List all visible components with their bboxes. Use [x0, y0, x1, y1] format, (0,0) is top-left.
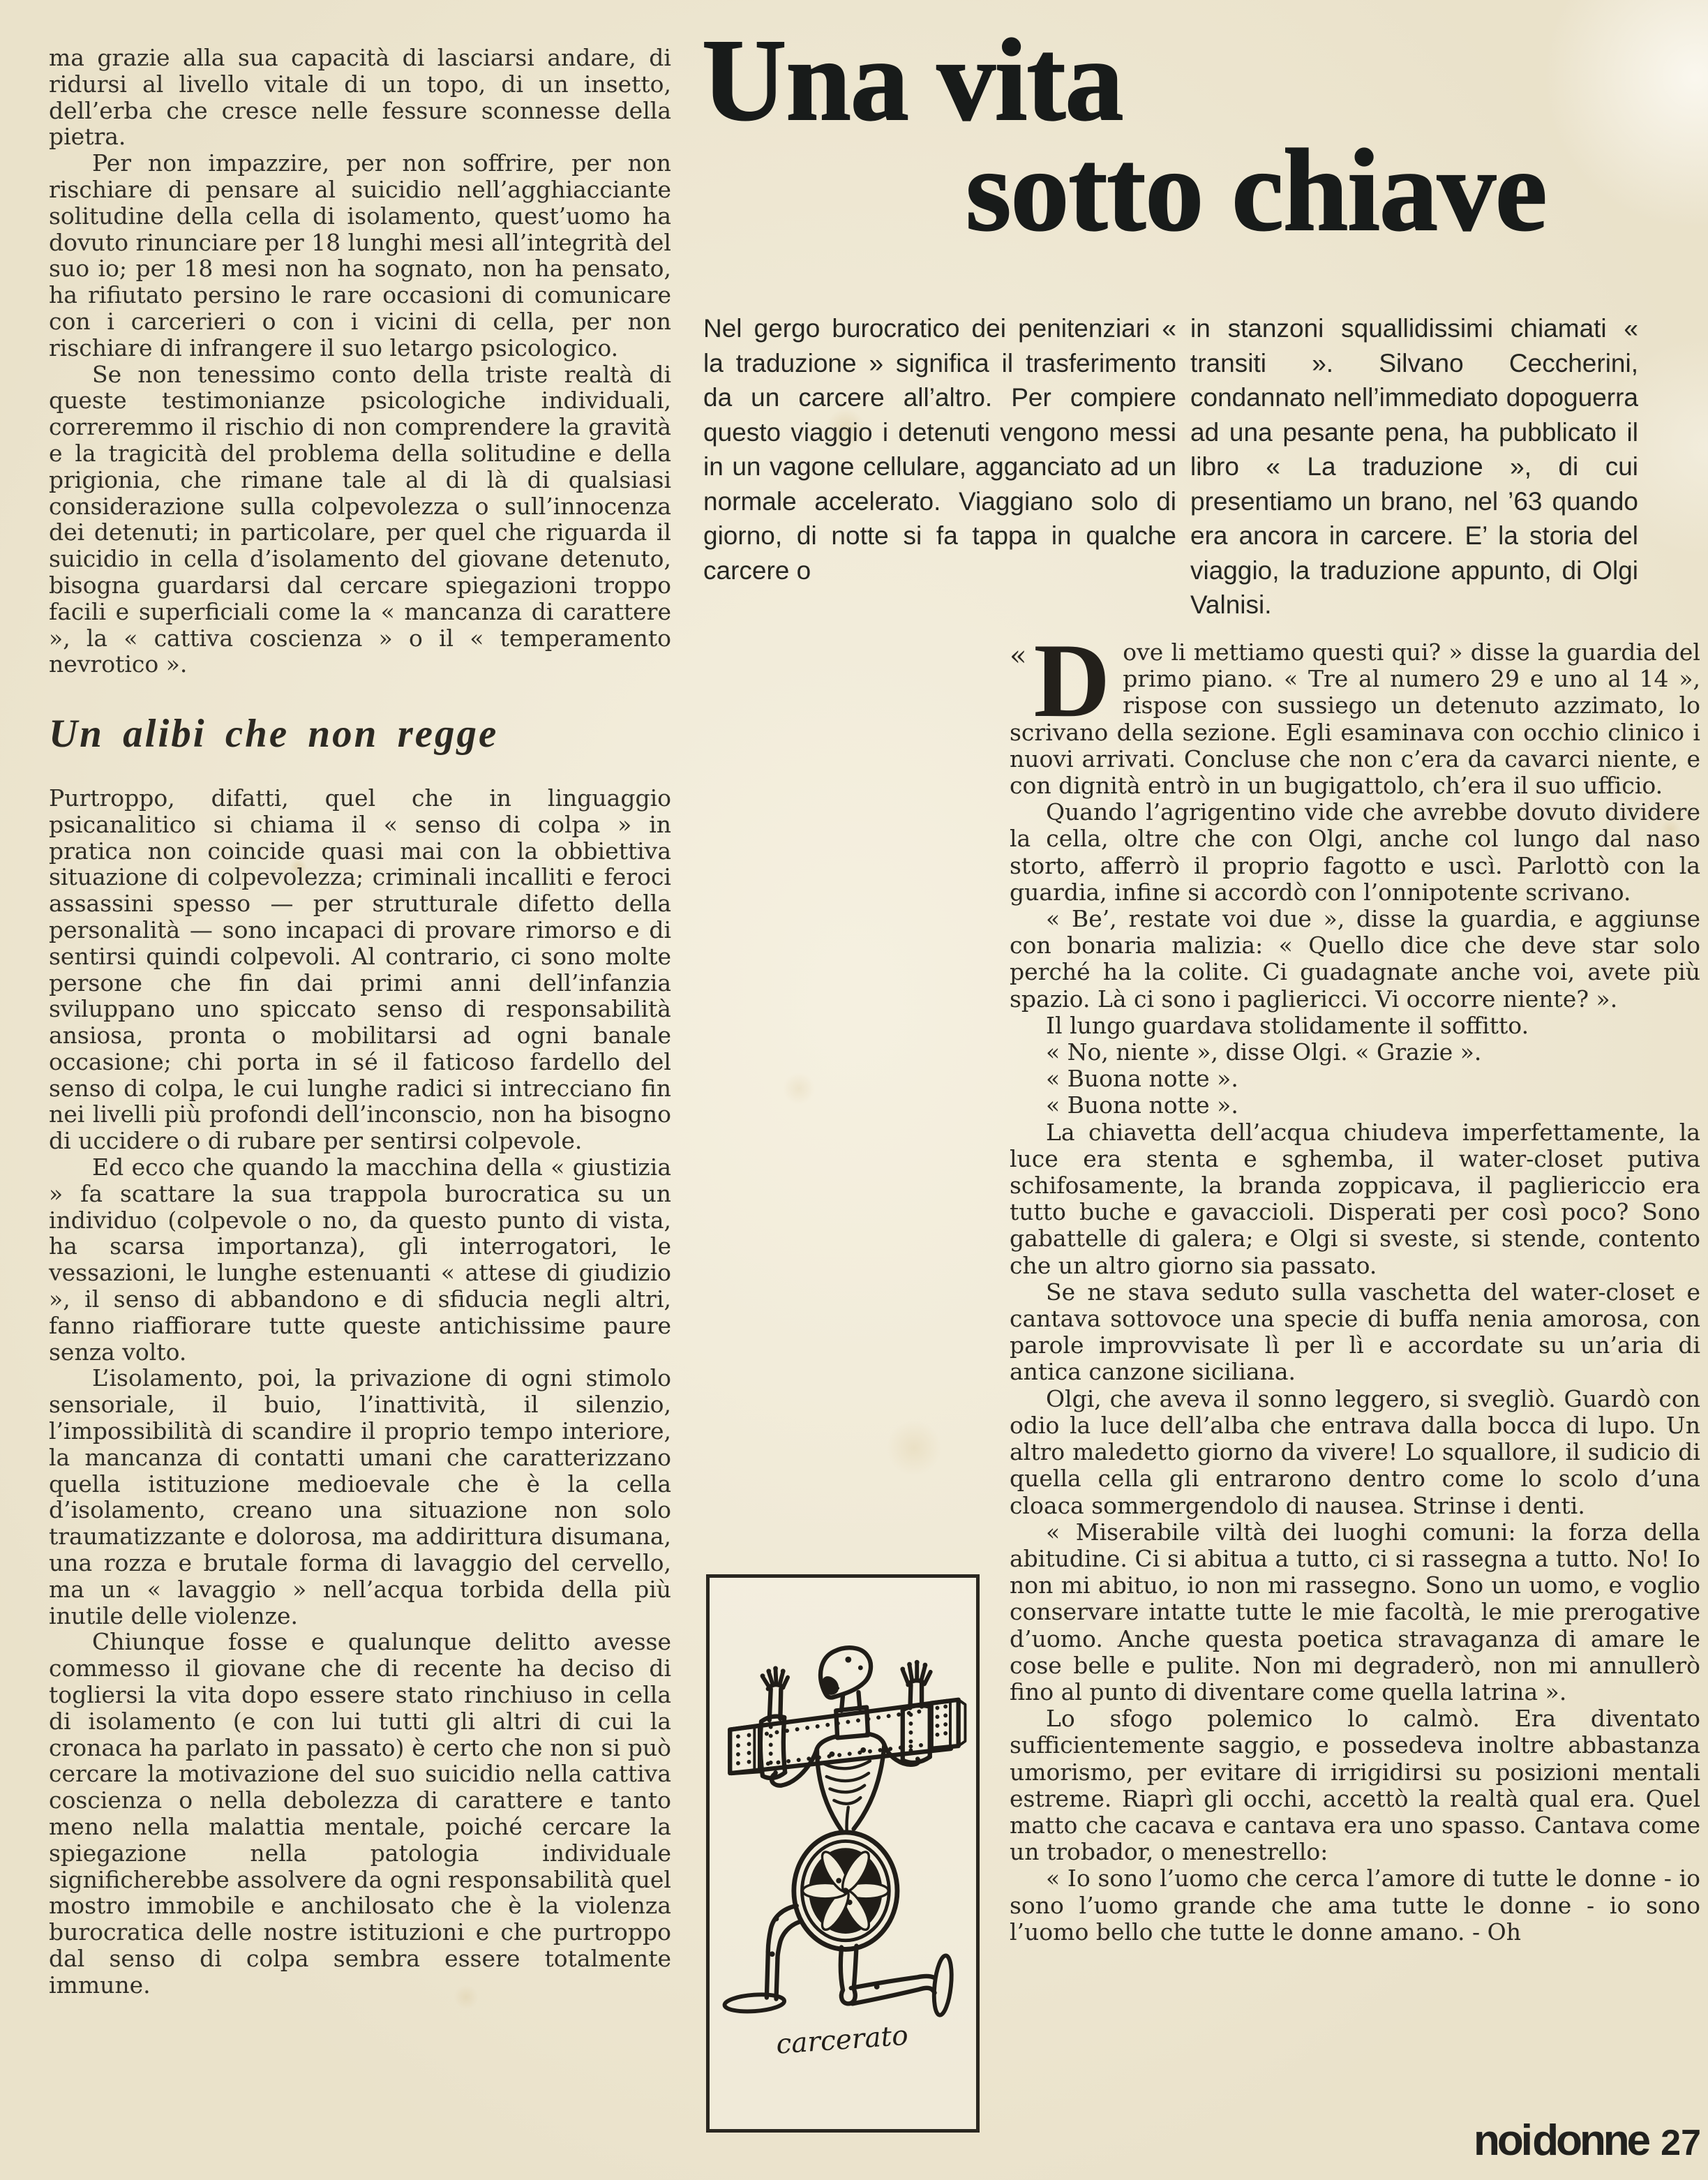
- title-line-2: sotto chiave: [966, 126, 1547, 255]
- paragraph: L’isolamento, poi, la privazione di ogni stimolo sensoriale, il buio, l’inattività, il silenzio, l’impossibilità di scandire il proprio tempo interiore, la mancanza di contatti umani che caratterizzano quella istituzione medioevale che è la cella d’isolamento, creano una situazione non solo traumatizzante e dolorosa, ma addirittura disumana, una rozza e brutale forma di lavaggio del cervello, ma un « lavaggio » nell’acqua torbida della più inutile delle violenze.: [49, 1364, 671, 1629]
- paragraph: Lo sfogo polemico lo calmò. Era diventato sufficientemente saggio, e possedeva inoltre abbastanza umorismo, per evitare di irrigidirsi su posizioni mentali estreme. Riaprì gli occhi, accettò la realtà qual era. Quel matto che cacava e cantava era uno spasso. Cantava come un trobador, o menestrello:: [1010, 1705, 1700, 1866]
- magazine-logo: noi donne: [1474, 2116, 1649, 2165]
- page-footer: [1474, 2116, 1701, 2165]
- paragraph: « Io sono l’uomo che cerca l’amore di tutte le donne - io sono l’uomo grande che ama tutte le donne - io sono l’uomo bello che tutte le donne amano. - Oh: [1010, 1865, 1700, 1946]
- paragraph: « Be’, restate voi due », disse la guardia, e aggiunse con bonaria malizia: « Quello dice che deve star solo perché ha la colite. Ci guadagnate anche voi, avete più spazio. Là ci sono i pagliericci. Vi occorre niente? ».: [1010, 905, 1700, 1013]
- paragraph: Ed ecco che quando la macchina della « giustizia » fa scattare la sua trappola burocratica su un individuo (colpevole o no, da questo punto di vista, ha scarsa importanza), gli interrogatori, le vessazioni, le lunghe estenuanti « attese di giudizio », il senso di abbandono e di sfiducia negli altri, fanno riaffiorare tutte queste antichissime paure senza volto.: [49, 1154, 671, 1366]
- article-title: [702, 15, 1693, 255]
- paragraph-dropcap: [1010, 622, 1700, 800]
- article-intro: [703, 311, 1638, 622]
- paragraph: « Buona notte ».: [1046, 1091, 1238, 1119]
- paragraph-text: ove li mettiamo questi qui? » disse la guardia del primo piano. « Tre al numero 29 e uno al 14 », rispose con sussiego un detenuto azzimato, lo scrivano della sezione. Egli esaminava con occhio clinico i nuovi arrivati. Concluse che non c’era da cavarci niente, e con dignità entrò in un bugigattolo, ch’era il suo ufficio.: [1010, 639, 1700, 800]
- paragraph: Quando l’agrigentino vide che avrebbe dovuto dividere la cella, oltre che con Olgi, anche col lungo dal naso storto, afferrò il proprio fagotto e uscì. Parlottò con la guardia, infine si accordò con l’onnipotente scrivano.: [1010, 798, 1700, 906]
- paragraph: Se non tenessimo conto della triste realtà di queste testimonianze psicologiche individuali, correremmo il rischio di non comprendere la gravità e la tragicità del problema della solitudine e della prigionia, che rimane tale al di là di qualsiasi considerazione sulla colpevolezza o sull’innocenza dei detenuti; in particolare, per quel che riguarda il suicidio in cella d’isolamento del giovane detenuto, bisogna guardarsi dal cercare spiegazioni troppo facili e superficiali come la « mancanza di carattere », la « cattiva coscienza » o il « temperamento nevrotico ».: [49, 360, 671, 678]
- paragraph: Chiunque fosse e qualunque delitto avesse commesso il giovane che di recente ha deciso di togliersi la vita dopo essere stato rinchiuso in cella di isolamento (e con lui tutti gli altri di cui la cronaca ha parlato in passato) è certo che non si può cercare la motivazione del suo suicidio nella cattiva coscienza o nella debolezza di carattere e tanto meno nella malattia mentale, poiché cercare la spiegazione nella patologia individuale significherebbe assolvere da ogni responsabilità quel mostro immobile e anchilosato che è la violenza burocratica delle nostre istituzioni e che purtroppo dal senso di colpa sembra essere totalmente immune.: [49, 1628, 671, 1999]
- open-guillemet: «: [1010, 640, 1027, 672]
- prisoner-drawing-icon: [710, 1578, 976, 2129]
- illustration-box: [706, 1574, 980, 2133]
- intro-column-1: Nel gergo burocratico dei penitenziari « la traduzione » significa il trasferimento da un carcere all’altro. Per compiere questo viaggio i detenuti vengono messi in un vagone cellulare, agganciato ad un normale accelerato. Viaggiano solo di giorno, di notte si fa tappa in qualche carcere o: [703, 314, 1176, 585]
- section-heading: Un alibi che non regge: [49, 712, 499, 756]
- dropcap-letter: D: [1033, 622, 1111, 739]
- paragraph: « Buona notte ».: [1046, 1065, 1238, 1093]
- paragraph: « Miserabile viltà dei luoghi comuni: la forza della abitudine. Ci si abitua a tutto, ci si rassegna a tutto. No! Io non mi abituo, io non mi rassegno. Sono un uomo, e voglio conservare intatte tutte le mie facoltà, le mie prerogative d’uomo. Anche questa poetica stravaganza di amare le cose belle e pulite. Non mi degraderò, non mi annullerò fino al punto di diventare come quella latrina ».: [1010, 1518, 1700, 1705]
- paragraph: Il lungo guardava stolidamente il soffitto.: [1046, 1011, 1529, 1039]
- left-column: [49, 45, 671, 1999]
- paragraph: La chiavetta dell’acqua chiudeva imperfettamente, la luce era stenta e sghemba, il water-closet putiva schifosamente, la branda zoppicava, il pagliericcio era tutto buche e gavaccioli. Disperati per così poco? Sono gabattelle di galera; e Olgi si sveste, si stende, contento che un altro giorno sia passato.: [1010, 1118, 1700, 1279]
- paragraph: ma grazie alla sua capacità di lasciarsi andare, di ridursi al livello vitale di un topo, di un insetto, dell’erba che cresce nelle fessure sconnesse della pietra.: [49, 44, 671, 151]
- paragraph: « No, niente », disse Olgi. « Grazie ».: [1046, 1038, 1482, 1066]
- paragraph: Per non impazzire, per non soffrire, per non rischiare di pensare al suicidio nell’agghiacciante solitudine della cella di isolamento, quest’uomo ha dovuto rinunciare per 18 lunghi mesi all’integrità del suo io; per 18 mesi non ha sognato, non ha pensato, ha rifiutato persino le rare occasioni di comunicare con i carcerieri o con i vicini di cella, per non rischiare di infrangere il suo letargo psicologico.: [49, 149, 671, 361]
- illustration-caption: carcerato: [774, 2020, 910, 2061]
- page-number: 27: [1661, 2123, 1702, 2163]
- title-line-1: Una vita: [702, 15, 1123, 145]
- paragraph: Purtroppo, difatti, quel che in linguaggio psicanalitico si chiama il « senso di colpa » in pratica non coincide quasi mai con la obbiettiva situazione di colpevolezza; criminali incalliti e feroci assassini spesso — per strutturale difetto della personalità — sono incapaci di provare rimorso e di sentirsi quindi colpevoli. Al contrario, ci sono molte persone che fin dai primi anni dell’infanzia sviluppano uno spiccato senso di responsabilità ansiosa, pronta o mobilitarsi ad ogni banale occasione; chi porta in sé il faticoso fardello del senso di colpa, le cui lunghe radici si intrecciano fin nei livelli più profondi dell’inconscio, non ha bisogno di uccidere o di rubare per sentirsi colpevole.: [49, 784, 671, 1155]
- intro-column-2: in stanzoni squallidissimi chiamati « transiti ». Silvano Ceccherini, condannato nell’immediato dopoguerra ad una pesante pena, ha pubblicato il libro « La traduzione », di cui presentiamo un brano, nel ’63 quando era ancora in carcere. E’ la storia del viaggio, la traduzione appunto, di Olgi Valnisi.: [1190, 314, 1638, 619]
- article-body: [1010, 622, 1700, 1946]
- paragraph: Se ne stava seduto sulla vaschetta del water-closet e cantava sottovoce una specie di buffa nenia amorosa, con parole improvvisate lì per lì e accordate su un’aria di antica canzone siciliana.: [1010, 1278, 1700, 1386]
- paragraph: Olgi, che aveva il sonno leggero, si svegliò. Guardò con odio la luce dell’alba che entrava dalla bocca di lupo. Un altro maledetto giorno da vivere! Lo squallore, il sudicio di quella cella gli entrarono dentro come lo scolo d’una cloaca sommergendolo di nausea. Strinse i denti.: [1010, 1384, 1700, 1519]
